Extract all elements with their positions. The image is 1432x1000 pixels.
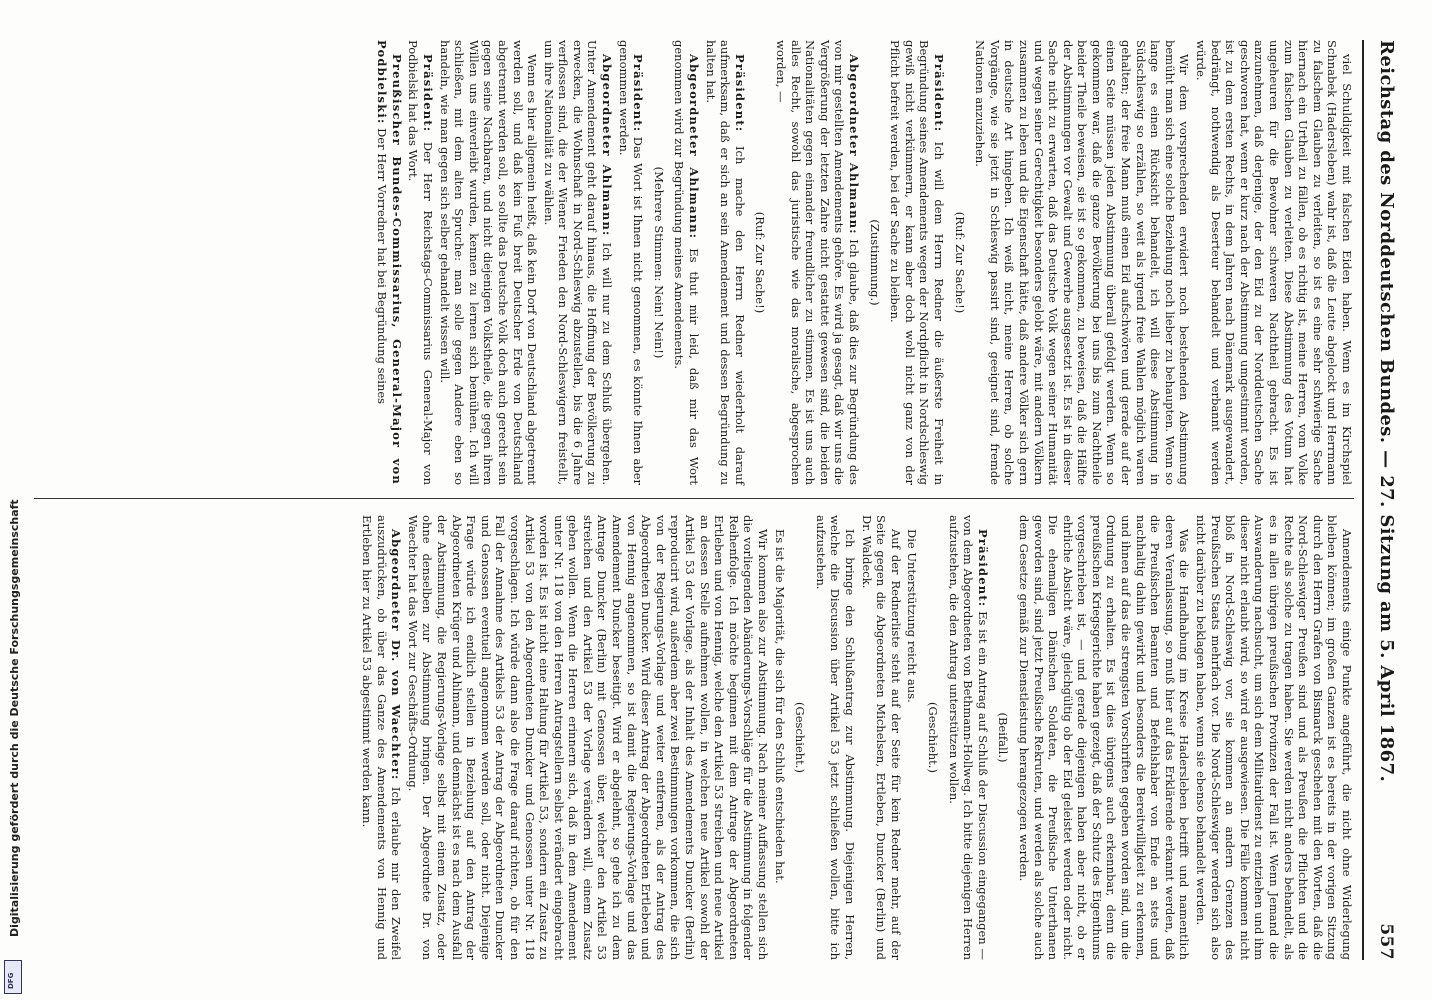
speech-text: Ich will dem Herrn Redner die äußerste Freiheit in Begründung seines Amendements wegen der Nordpflicht in Nordschleswig gewiß nicht verkümmern, er kann aber doch wohl nicht ganz von der Pflicht befreit werden, bei der Sache zu bleiben. bbox=[888, 40, 946, 485]
interjection: (Zustimmung.) bbox=[867, 219, 882, 306]
speech-text: Das Wort ist Ihnen nicht genommen, es könnte Ihnen aber genommen werden. bbox=[616, 40, 646, 486]
credit-text: Digitalisierung gefördert durch die Deutsche Forschungsgemeinschaft bbox=[8, 499, 21, 937]
speaker-name: Abgeordneter Ahlmann: bbox=[687, 54, 702, 240]
speaker-name: Präsident: bbox=[631, 54, 646, 133]
speech bbox=[888, 40, 946, 485]
digitization-credit bbox=[8, 30, 28, 990]
header-rule bbox=[1362, 40, 1364, 960]
speech-text: Es thut mir leid, daß mir das Wort genommen wird zur Begründung meines Amendements. bbox=[672, 40, 702, 485]
speech-text: Ich erlaube mir den Zweifel auszudrücken, ob über das Ganze des Amendements von Hennig und Ertleben hier zu Artikel 53 abgestimmt werden kann. bbox=[360, 515, 404, 961]
interjection: (Beifall.) bbox=[996, 712, 1011, 763]
speech-text: Der Herr Reichstags-Commissarius General-Major von Podbielski hat das Wort. bbox=[406, 40, 435, 485]
speech bbox=[406, 40, 435, 485]
speech bbox=[946, 515, 990, 960]
paragraph: Ich bringe den Schlußantrag zur Abstimmung. Diejenigen Herren, welche die Discussion über Artikel 53 jetzt schließen wollen, bitte ich aufzustehen. bbox=[813, 515, 857, 960]
speaker-name: Präsident: bbox=[975, 529, 990, 608]
speech-text: Ich glaube, daß dies zur Begründung des von mir gestellten Amendements gehöre. Es wird ja gesagt, daß wir uns die Vergrößerung der letzten Zahre nicht gestattet gewesen sind, die beiden Nationalitäten gegen einander freundlicher zu stimmen. Es ist uns auch alles Recht, sowohl das juristische wie das moralische, abgesprochen worden, — bbox=[774, 40, 861, 486]
right-column bbox=[357, 515, 1354, 960]
paragraph: Die Unterstützung reicht aus. bbox=[905, 529, 920, 703]
page-header bbox=[1366, 40, 1406, 960]
speech bbox=[773, 40, 861, 485]
paragraph: Wir dem vorsprechenden erwidert noch bestehenden Abstimmung bemüht man sich eine solche Beziehung noch lieber zu behaupten. Wenn so lange es einen Rücksicht behandelt, ich will diese Abstimmung in Südschleswig so erzählen, so weit als irgend freie Wahlen möglich waren gehalten; der freie Mann muß einen Eid aufschwören und gerade auf der einen Seite müssen jeden Abstimmung überall gefolgt werden. Wenn so gekommen war, daß die ganze Bevölkerung bei uns bis zum Nachtheile beider Theile beweisen, sie ist so gekommen, zu beweisen, daß die Hälfte der Abstimmungen vor Gewalt und Gewerbe ausgesetzt ist. Es ist in dieser Sache nicht zu erwarten, daß das Deutsche Volk wegen seiner Humanität und wegen seiner Gerechtigkeit besonders gelobt wäre, mit andern Völkern zusammen zu leben und die Eigenschaft hätte, daß andere Völker sich gern in deutsche Art hingeben. Ich weiß nicht, meine Herren, ob solche Vorgänge, wie sie jetzt in Schleswig passirt sind, geeignet sind, fremde Nationen anzuziehen. bbox=[973, 40, 1192, 485]
speech-text: Ich will nur zu dem Schluß übergehen. Unter Amendement geht darauf hinaus, die Hoffnung der Bevölkerung zu erwecken, die Wohnschaft in Nord-Schleswig abzustellen, bis die 6 Jahre verflossen sind, die der Wiener Frieden den Nord-Schleswigern freistellt, um ihre Nationalität zu wählen. bbox=[541, 40, 615, 485]
dfg-logo bbox=[4, 960, 22, 994]
speaker-name: Abgeordneter Dr. von Waechter: bbox=[389, 529, 404, 781]
paragraph: Auf der Rednerliste steht auf der Seite für kein Redner mehr, auf der Seite gegen die Abgeordneten Michelsen, Ertleben, Duncker (Berlin) und Dr. Waldeck. bbox=[859, 515, 903, 960]
speech bbox=[672, 40, 701, 485]
speech bbox=[616, 40, 645, 485]
page-number: 557 bbox=[1376, 923, 1397, 960]
column-divider bbox=[34, 498, 1354, 499]
speaker-name: Abgeordneter Ahlmann: bbox=[600, 54, 615, 237]
speaker-name: Präsident: bbox=[732, 54, 747, 133]
interjection: (Ruf: Zur Sache!) bbox=[753, 211, 768, 314]
paragraph: Wir kommen also zur Abstimmung. Nach meiner Auffassung stellen sich die vorliegenden Abänderungs-Vorschläge für die Abstimmung in folgender Reihenfolge. Ich möchte beginnen mit dem Antrage der Abgeordneten Ertleben und von Hennig, welche den Artikel 53 streichen und neue Artikel an dessen Stelle aufnehmen wollen, in welchen neue Artikel sowohl der Artikel 53 der Vorlage, als der Inhalt des Amendements Duncker (Berlin) reproducirt wird, außerdem aber zwei Bestimmungen vorkommen, die sich von der Regierungs-Vorlage und weiter entfernen, als der Antrag des Abgeordneten Duncker. Wird dieser Antrag der Abgeordneten Ertleben und von Hennig angenommen, so ist damit die Regierungs-Vorlage und das Amendement Duncker beseitigt. Wird er abgelehnt, so gehe ich zu dem Antrage Duncker (Berlin) mit Genossen über, welcher den Artikel 53 streichen und den Artikel 53 der Vorlage verändern will, einem Zusatz geben wollen. Wenn die Herren erinnern sich, daß in dem Amendement unter Nr. 118 von den Herren Antragstellern selbst verändert eingebracht worden ist. Es ist nicht eine Haltung für Artikel 53, sondern ein Zusatz zu Artikel 53 von den Abgeordneten Duncker und Genossen unter Nr. 118 vorgeschlagen. Ich würde dann also die Frage darauf richten, ob für den Fall der Annahme des Artikels 53 der Antrag der Abgeordneten Duncker und Genossen eventuell angenommen werden soll, oder nicht. Diejenige Frage würde ich endlich stellen in Beziehung auf den Antrag der Abgeordneten Krüger und Ahlmann, und demnächst ist es nach dem Ausfall der Abstimmung, die Regierungs-Vorlage selbst mit einem Zusatz, oder ohne denselben zur Abstimmung bringen. Der Abgeordnete Dr. von Waechter hat das Wort zur Geschäfts-Ordnung. bbox=[405, 515, 771, 960]
interjection: (Mehrere Stimmen: Nein! Nein!) bbox=[651, 166, 666, 359]
rotated-page bbox=[26, 0, 1406, 1000]
speech bbox=[703, 40, 747, 485]
interjection: (Geschieht.) bbox=[793, 702, 808, 773]
paragraph: Amendements einige Punkte angeführt, die nicht ohne Widerlegung bleiben können; im großen Ganzen ist es bereits in der vorigen Sitzung durch den Herrn Grafen von Bismarck geschehen mit den Worten, daß die Nord-Schleswiger Preußen sind und als Preußen die Pflichten und die Rechte als solche zu tragen haben. Sie werden nicht anders behandelt, als es in allen übrigen preußischen Provinzen der Fall ist. Wenn Jemand die Auswanderung nachsucht, um sich dem Militairdienst zu entziehen und ihm dieser nicht erlaubt wird, so wird er ausgewiesen. Die Fälle kommen nicht bloß in Nord-Schleswig vor, sie kommen an andern Grenzen des Preußischen Staats mehrfach vor. Die Nord-Schleswiger werden sich also nicht darüber zu beklagen haben, wenn sie ebenso behandelt werden. bbox=[1194, 515, 1354, 960]
speech bbox=[541, 40, 614, 485]
speaker-name: Präsident: bbox=[420, 54, 435, 133]
page-title: Reichstag des Norddeutschen Bundes. — 27. Sitzung am 5. April 1867. bbox=[1376, 40, 1398, 783]
speech-text: Es ist ein Antrag auf Schluß der Discussion eingegangen — von dem Abgeordneten von Bethmann-Hollweg. Ich bitte diejenigen Herren aufzustehen, die den Antrag unterstützen wollen. bbox=[946, 515, 990, 960]
paragraph: Es ist die Majorität, die sich für den Schluß entschieden hat. bbox=[772, 529, 787, 884]
speech bbox=[359, 515, 403, 960]
speaker-name: Preußischer Bundes-Commissarius, General-Major von Podbielski: bbox=[375, 40, 404, 485]
speaker-name: Präsident: bbox=[931, 54, 946, 133]
speech-text: Der Herr Vorredner hat bei Begründung seines bbox=[375, 128, 390, 405]
paragraph: viel Schuldigkeit mit falschen Eiden haben. Wenn es im Kirchspiel Schnabek (Hadersleben) wahr ist, daß die Leute abgelockt und Herrmann zu falschem Glauben zu verleiten, so ist es eine sehr schwierige Sache hiernach ein Urtheil zu fällen, ob es richtig ist, meine Herren, vom Volke zum falschen Glauben zu verleiten. Diese Abstimmung des Votum hat ungeheuren für die Bewohner schweren Nachtheil gebracht. Es ist anzunehmen, daß derjenige, der den Eid zu der Norddeutschen Sache geschworen hat, wenn er kurz nach der Abstimmung umgestimmt worden, ist zu dem ersten Rechts, in dem Jahren nach Dänemark ausgewandert, bedrängt, nothwendig als Deserteur behandelt und verbannt werden würde. bbox=[1194, 40, 1354, 485]
logo-text: DFG bbox=[7, 972, 15, 989]
interjection: (Ruf: Zur Sache!) bbox=[952, 211, 967, 314]
paragraph: Was die Handhabung im Kreise Hadersleben betrifft und namentlich deren Veranlassung, so muß hier auf das Erklärende erkannt werden, daß die Preußischen Beamten und Befehlshaber von Ende an stets und nachhaltig dahin gewirkt und besonders die Bereitwilligkeit zu erkennen, und ihnen auf das die strengsten Vorschriften gegeben worden sind, um die Ordnung zu erhalten. Es ist dies übrigens auch erkennbar, denn die preußischen Kriegsgerichte haben gezeigt, daß der Schutz des Eigenthums vorgeschrieben ist, — und gerade diejenigen haben aber nicht, ob er ehrliche Absicht wäre, gleichgültig ob der Eid geleistet werden oder nicht. Die ehemaligen Dänischen Soldaten, die Preußische Unterthanen geworden sind, sind jetzt Preußische Rekruten, und werden als solche auch dem Gesetze gemäß zur Dienstleistung herangezogen werden. bbox=[1016, 515, 1192, 960]
interjection: (Geschieht.) bbox=[925, 702, 940, 773]
speaker-name: Abgeordneter Ahlmann: bbox=[847, 54, 861, 235]
left-column bbox=[373, 40, 1354, 485]
speech-text: Ich mache den Herrn Redner wiederholt darauf aufmerksam, daß er sich an sein Amendement und dessen Begründung zu halten hat. bbox=[703, 40, 747, 486]
speech bbox=[375, 40, 404, 485]
paragraph: Wenn es hier allgemein heißt, daß kein Dorf von Deutschland abgetrennt werden soll, und daß kein Fuß breit Deutscher Erde von Deutschland abgetrennt werden soll, so sollte das Deutsche Volk doch auch gerecht sein gegen seine Nachbaren, und nicht diejenigen Volkstheile, die gegen ihren Willen uns einverleibt wurden, kennen zu lernen sich bemühen. Ich will schließen, mit dem alten Spruche: man solle gegen Andere eben so handeln, wie man gegen sich selber gehandelt wissen will. bbox=[437, 40, 540, 485]
